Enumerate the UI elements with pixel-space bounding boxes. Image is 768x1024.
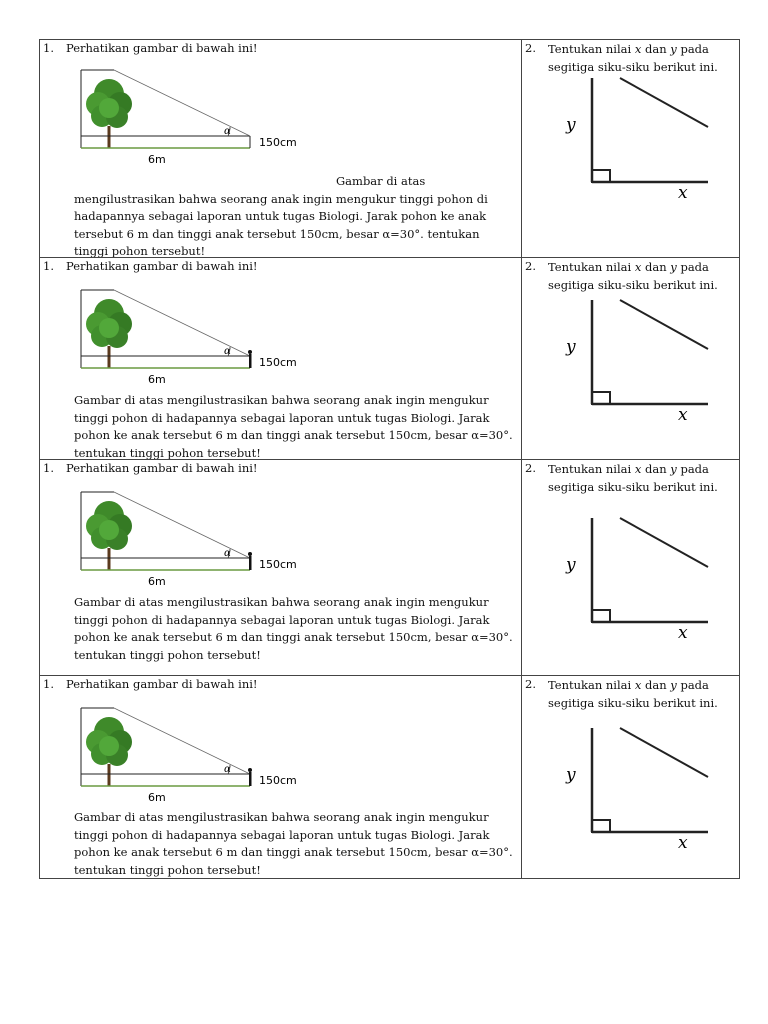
distance-label: 6m [148,791,166,804]
tree-illustration [78,66,308,166]
y-label: y [566,555,576,575]
question-paragraph: Gambar di atas mengilustrasikan bahwa seorang anak ingin mengukur tinggi pohon di hadapannya sebagai laporan untuk tugas Biologi. Jarak pohon ke anak tersebut 6 m dan tinggi anak tersebut 150cm, besar α=30°. tentukan tinggi pohon tersebut! [74,393,513,459]
question-instruction: Tentukan nilai x dan y pada segitiga siku-siku berikut ini. [548,462,718,494]
height-label: 150cm [259,774,297,787]
question-instruction: Perhatikan gambar di bawah ini! [66,41,258,55]
question-cell-right [522,676,739,878]
tree-illustration [78,488,308,588]
height-label: 150cm [259,558,297,571]
y-label: y [566,765,576,785]
tree-illustration [78,286,308,386]
distance-label: 6m [148,373,166,386]
person-icon [248,552,252,570]
height-label: 150cm [259,136,297,149]
question-cell-right [522,258,739,459]
right-triangle-figure [532,296,732,426]
question-cell-right [522,460,739,675]
person-icon [248,768,252,786]
right-triangle-figure [532,514,732,644]
question-paragraph: Gambar di atas mengilustrasikan bahwa seorang anak ingin mengukur tinggi pohon di hadapannya sebagai laporan untuk tugas Biologi. Jarak pohon ke anak tersebut 6 m dan tinggi anak tersebut 150cm, besar α=30°. tentukan tinggi pohon tersebut! [74,595,513,662]
question-instruction: Tentukan nilai x dan y pada segitiga siku-siku berikut ini. [548,678,718,710]
question-cell-left [40,40,521,257]
question-paragraph: Gambar di atas mengilustrasikan bahwa seorang anak ingin mengukur tinggi pohon di hadapannya sebagai laporan untuk tugas Biologi. Jarak pohon ke anak tersebut 6 m dan tinggi anak tersebut 150cm, besar α=30°. tentukan tinggi pohon tersebut! [74,174,488,257]
right-triangle-figure [532,724,732,854]
question-instruction: Perhatikan gambar di bawah ini! [66,677,258,691]
question-number: 2. [525,677,536,691]
question-number: 2. [525,461,536,475]
x-label: x [678,183,688,203]
question-cell-right [522,40,739,257]
x-label: x [678,405,688,425]
question-number: 2. [525,41,536,55]
question-instruction: Tentukan nilai x dan y pada segitiga siku-siku berikut ini. [548,42,718,74]
tree-icon [86,717,132,786]
tree-illustration [78,704,308,804]
x-label: x [678,623,688,643]
y-label: y [566,337,576,357]
right-triangle-figure [532,74,732,204]
question-number: 1. [43,259,54,273]
tree-icon [86,299,132,368]
height-label: 150cm [259,356,297,369]
tree-icon [86,79,132,148]
distance-label: 6m [148,153,166,166]
x-label: x [678,833,688,853]
angle-label: α [224,126,231,137]
question-number: 1. [43,677,54,691]
y-label: y [566,115,576,135]
question-instruction: Tentukan nilai x dan y pada segitiga siku-siku berikut ini. [548,260,718,292]
angle-label: α [224,548,231,559]
question-instruction: Perhatikan gambar di bawah ini! [66,259,258,273]
question-paragraph: Gambar di atas mengilustrasikan bahwa seorang anak ingin mengukur tinggi pohon di hadapannya sebagai laporan untuk tugas Biologi. Jarak pohon ke anak tersebut 6 m dan tinggi anak tersebut 150cm, besar α=30°. tentukan tinggi pohon tersebut! [74,810,513,877]
question-cell-left [40,258,521,459]
angle-label: α [224,346,231,357]
question-number: 2. [525,259,536,273]
question-instruction: Perhatikan gambar di bawah ini! [66,461,258,475]
question-number: 1. [43,461,54,475]
distance-label: 6m [148,575,166,588]
tree-icon [86,501,132,570]
person-icon [248,350,252,368]
question-cell-left [40,460,521,675]
angle-label: α [224,764,231,775]
question-cell-left [40,676,521,878]
question-number: 1. [43,41,54,55]
